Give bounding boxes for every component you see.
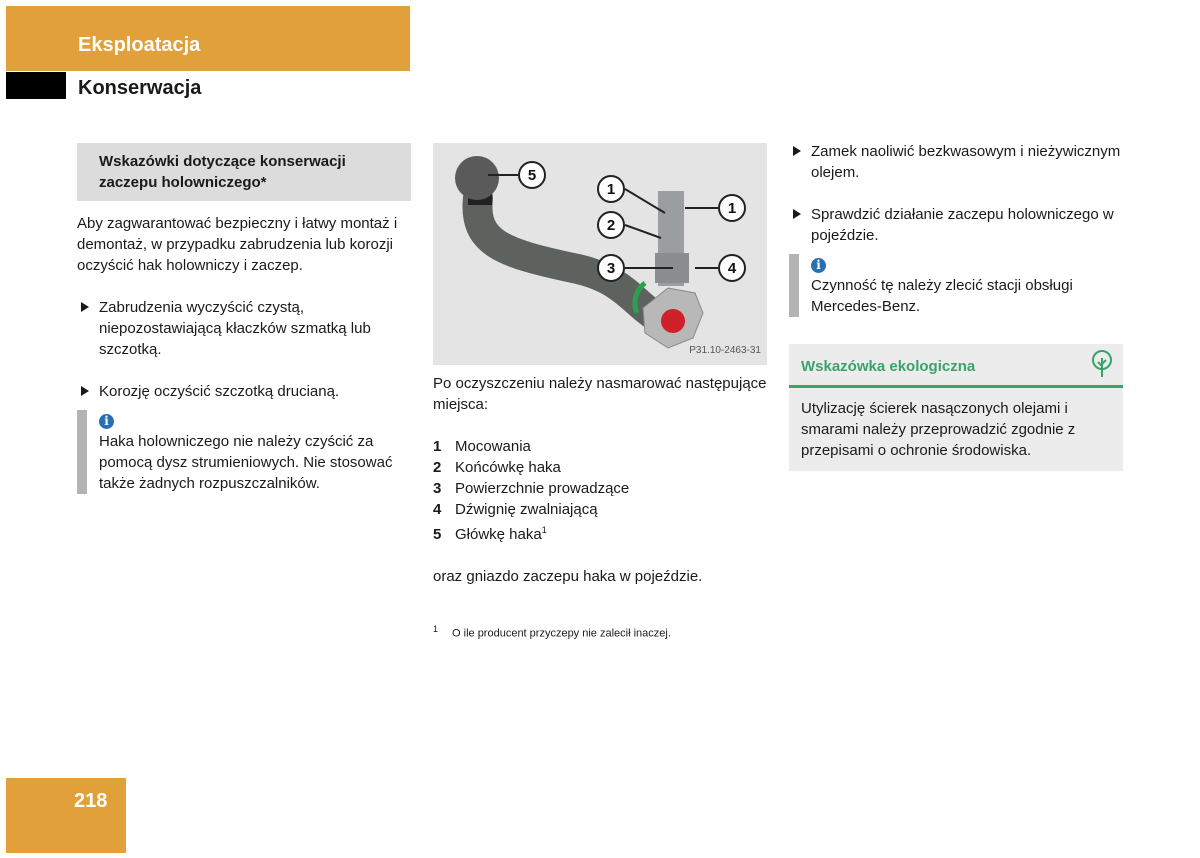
callout-1: 1 <box>727 200 737 217</box>
eco-box <box>789 344 1123 471</box>
list-item: 5 Główkę haka$^1$ <box>433 525 547 543</box>
footnote: $^1$ O ile producent przyczepy nie zalecił inaczej. <box>433 624 671 640</box>
eco-text: Utylizację ścierek nasączonych olejami i smarami należy przeprowadzić zgodnie z przepisami o ochronie środowiska. <box>801 400 1076 459</box>
chapter-title: Eksploatacja <box>78 34 201 56</box>
tree-icon <box>1091 350 1113 378</box>
callout-4: 4 <box>727 260 737 277</box>
chapter-header <box>6 6 410 71</box>
intro-text: Aby zagwarantować bezpieczny i łatwy montaż i demontaż, w przypadku zabrudzenia lub korozji oczyścić hak holowniczy i zaczep. <box>77 215 398 274</box>
callout-2: 2 <box>606 217 616 234</box>
info-note <box>77 410 411 494</box>
figure-code: P31.10-2463-31 <box>689 345 761 356</box>
callout-3: 3 <box>606 260 616 277</box>
bullet-item: Zamek naoliwić bezkwasowym i nieżywicznym olejem. <box>789 141 1123 183</box>
list-item: 2 Końcówkę haka <box>433 459 561 476</box>
list-item: 4 Dźwignię zwalniającą <box>433 501 598 518</box>
column-1 <box>77 143 411 494</box>
note-text: Czynność tę należy zlecić stacji obsługi Mercedes-Benz. <box>811 277 1073 315</box>
page-number-box <box>6 778 126 853</box>
column-3 <box>789 141 1123 471</box>
list-item: 1 Mocowania <box>433 438 531 455</box>
eco-title: Wskazówka ekologiczna <box>801 358 976 375</box>
bullet-item: Zabrudzenia wyczyścić czystą, niepozostawiającą kłaczków szmatką lub szczotką. <box>77 297 411 360</box>
section-title: Konserwacja <box>78 77 202 99</box>
callout-1: 1 <box>606 181 616 198</box>
section-marker <box>6 72 66 99</box>
info-icon: i <box>99 414 114 429</box>
column-2 <box>433 143 767 645</box>
info-icon: i <box>811 258 826 273</box>
note-text: Haka holowniczego nie należy czyścić za pomocą dysz strumieniowych. Nie stosować także żadnych rozpuszczalników. <box>99 433 393 492</box>
subsection-heading: Wskazówki dotyczące konserwacji zaczepu holowniczego* <box>77 143 411 201</box>
callout-5: 5 <box>527 167 537 184</box>
lubrication-list <box>433 436 767 545</box>
tow-hook-illustration <box>433 143 767 365</box>
intro-text: Po oczyszczeniu należy nasmarować następujące miejsca: <box>433 375 767 413</box>
page-number: 218 <box>74 790 108 812</box>
info-note <box>789 254 1123 317</box>
bullet-item: Sprawdzić działanie zaczepu holowniczego w pojeździe. <box>789 204 1123 246</box>
list-item: 3 Powierzchnie prowadzące <box>433 480 630 497</box>
outro-text: oraz gniazdo zaczepu haka w pojeździe. <box>433 568 703 585</box>
bullet-item: Korozję oczyścić szczotką drucianą. <box>77 381 411 402</box>
